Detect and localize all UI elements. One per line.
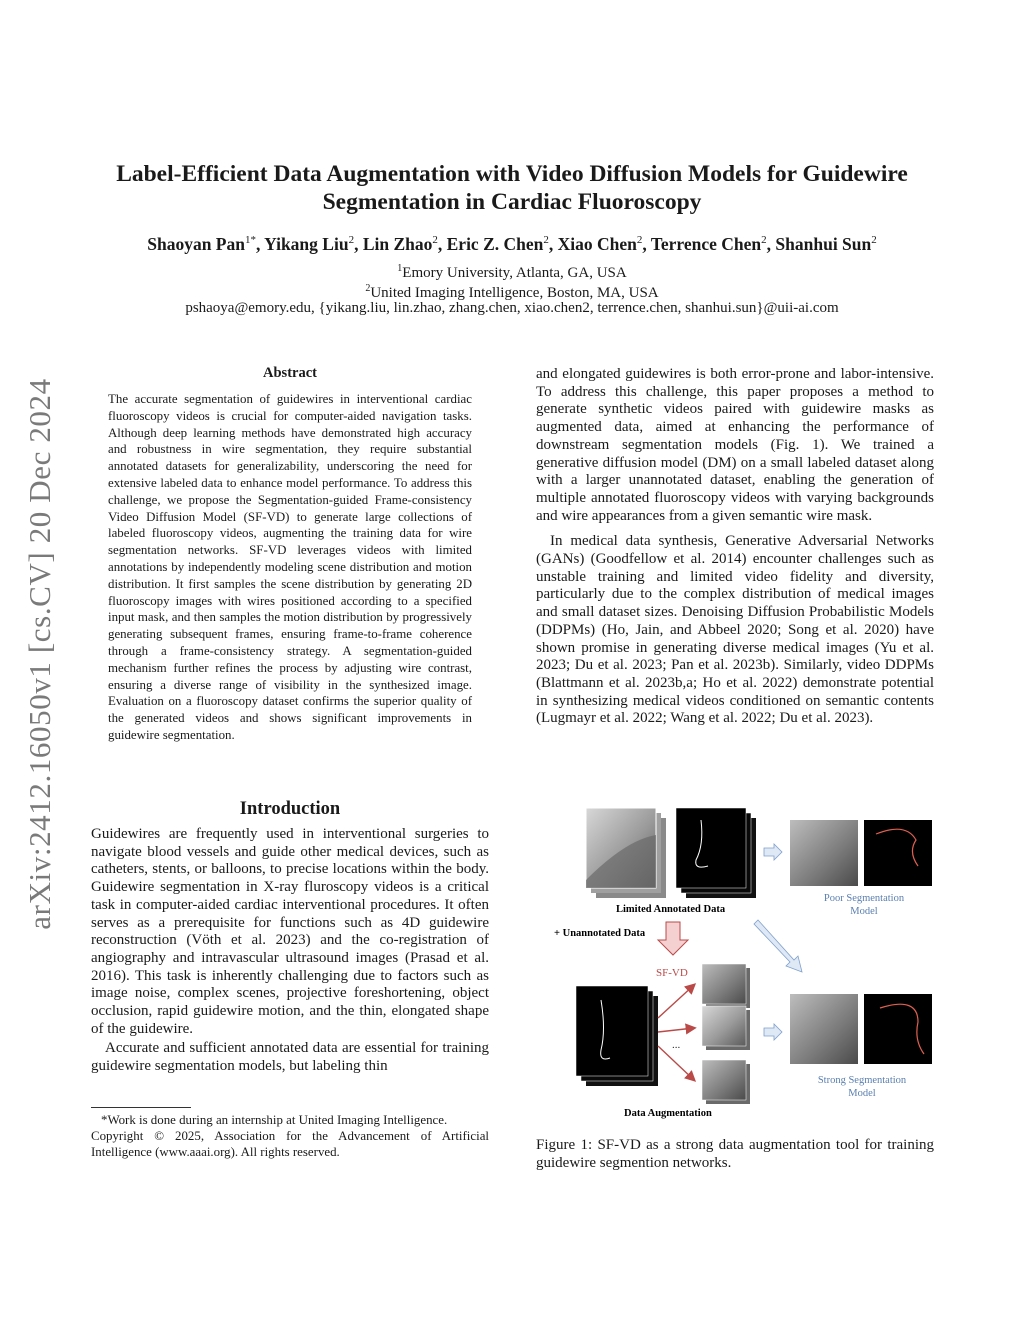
- poor-model-label: Poor Segmentation: [823, 893, 905, 904]
- poor-xray-output: [790, 820, 858, 886]
- affiliation-1: $^1$Emory University, Atlanta, GA, USA: [397, 263, 627, 281]
- copyright-notice: Copyright © 2025, Association for the Advancement of Artificial Intelligence (www.aaai.org). All rights reserved.: [91, 1129, 489, 1159]
- author-affiliation-mark: 2: [761, 234, 767, 247]
- author-name: Shaoyan Pan: [147, 234, 245, 254]
- introduction-body: [91, 826, 489, 1076]
- right-arrow-icon: [764, 844, 782, 860]
- strong-xray-output: [790, 994, 858, 1064]
- strong-model-label-2: Model: [848, 1088, 876, 1099]
- intro-paragraph-1: Guidewires are frequently used in interventional surgeries to navigate blood vessels and guide other medical devices, such as catheters, stents, or balloons, to precise locations within the body. Guidewire segmentation in X-ray fluroscopy videos is a critical task in computer-aided cardiac interventional procedures. It often serves as a prerequisite for functions such as 4D guidewire reconstruction (Vöth et al. 2023) and the co-registration of angiography and intravascular ultrasound images (Prasad et al. 2016). This task is inherently challenging due to factors such as image noise, complex scenes, projective foreshortening, object occlusion, rapid guidewire motion, and the thin, elongated shape of the guidewire.: [91, 826, 489, 1037]
- author-name: Shanhui Sun: [775, 234, 872, 254]
- limited-annotated-label: Limited Annotated Data: [616, 904, 726, 915]
- author-name: Yikang Liu: [264, 234, 349, 254]
- author-name: Eric Z. Chen: [446, 234, 544, 254]
- right-arrow-icon-2: [764, 1024, 782, 1040]
- author-separator: ,: [766, 234, 776, 254]
- author-affiliation-mark: 1*: [244, 234, 256, 247]
- author-affiliation-mark: 2: [871, 234, 877, 247]
- limited-xray-stack: [586, 808, 666, 898]
- author-separator: ,: [548, 234, 558, 254]
- right-column-text: [536, 366, 934, 728]
- author-affiliation-mark: 2: [432, 234, 438, 247]
- limited-mask-stack: [676, 808, 756, 898]
- author-name: Terrence Chen: [650, 234, 762, 254]
- author-affiliation-mark: 2: [636, 234, 643, 247]
- author-separator: ,: [437, 234, 447, 254]
- arxiv-identifier: arXiv:2412.16050v1 [cs.CV] 20 Dec 2024: [22, 378, 57, 930]
- author-separator: ,: [642, 234, 651, 254]
- footnote-internship: *Work is done during an internship at United Imaging Intelligence.: [101, 1113, 448, 1127]
- author-name: Xiao Chen: [557, 234, 637, 254]
- title-line-2: Segmentation in Cardiac Fluoroscopy: [322, 189, 702, 215]
- poor-model-label-2: Model: [850, 906, 878, 917]
- author-affiliation-mark: 2: [543, 234, 549, 247]
- affiliation-2: $^2$United Imaging Intelligence, Boston, MA, USA: [365, 283, 659, 301]
- title-line-1: Label-Efficient Data Augmentation with Video Diffusion Models for Guidewire: [116, 161, 908, 187]
- footnotes: [91, 1112, 489, 1160]
- introduction-heading: Introduction: [239, 799, 341, 819]
- right-paragraph-1: and elongated guidewires is both error-prone and labor-intensive. To address this challenge, this paper proposes a method to generate synthetic videos paired with guidewire masks as augmented data, aimed at enhancing the performance of downstream segmentation models (Fig. 1). We trained a generative diffusion model (DM) on a small labeled dataset along with a larger unannotated dataset, enabling the generation of multiple annotated fluoroscopy videos with varying backgrounds and wire appearances from a given semantic wire mask.: [536, 366, 934, 524]
- down-arrow-icon: [658, 922, 688, 955]
- abstract-heading: Abstract: [263, 365, 317, 381]
- unannotated-label: + Unannotated Data: [554, 928, 646, 939]
- author-name: Lin Zhao: [362, 234, 433, 254]
- right-paragraph-2: In medical data synthesis, Generative Adversarial Networks (GANs) (Goodfellow et al. 2014) encounter challenges such as unstable training and limited video fidelity and diversity, particularly due to the complex distribution of medical images and small dataset sizes. Denoising Diffusion Probabilistic Models (DDPMs) (Ho, Jain, and Abbeel 2020; Song et al. 2020) have shown promise in generating diverse medical images (Yu et al. 2023; Du et al. 2023; Pan et al. 2023b). Similarly, video DDPMs (Blattmann et al. 2023b,a; Ho et al. 2022) demonstrate potential in synthesizing medical videos conditioned on semantic contents (Lugmayr et al. 2022; Wang et al. 2022; Du et al. 2023).: [536, 533, 934, 727]
- diagonal-arrow-icon: [754, 920, 802, 972]
- figure-caption: Figure 1: SF-VD as a strong data augmentation tool for training guidewire segmention networks.: [536, 1137, 934, 1171]
- figure-1-diagram: [546, 800, 946, 1130]
- ellipsis-label: ...: [672, 1039, 681, 1051]
- intro-paragraph-2: Accurate and sufficient annotated data are essential for training guidewire segmentation models, but labeling thin: [91, 1040, 489, 1075]
- poor-mask-output: [864, 820, 932, 886]
- author-separator: ,: [354, 234, 363, 254]
- author-separator: ,: [255, 234, 265, 254]
- input-mask-stack: [576, 986, 658, 1086]
- footnote-divider: [91, 1107, 191, 1108]
- sfvd-label: SF-VD: [656, 967, 688, 979]
- author-list: [40, 234, 984, 255]
- data-augmentation-label: Data Augmentation: [624, 1108, 712, 1119]
- paper-title: [60, 160, 964, 216]
- strong-model-label: Strong Segmentation: [817, 1075, 907, 1086]
- author-affiliation-mark: 2: [348, 234, 355, 247]
- generated-video-stacks: [702, 964, 750, 1104]
- author-emails: pshaoya@emory.edu, {yikang.liu, lin.zhao, zhang.chen, xiao.chen2, terrence.chen, shanhui.sun}@uii-ai.com: [185, 300, 839, 316]
- abstract-text: The accurate segmentation of guidewires in interventional cardiac fluoroscopy videos is crucial for computer-aided navigation tasks. Although deep learning methods have demonstrated high accuracy and robustness in wire segmentation, they require substantial annotated datasets for generalizability, underscoring the need for extensive labeled data to enhance model performance. To address this challenge, we propose the Segmentation-guided Frame-consistency Video Diffusion Model (SF-VD) to generate large collections of labeled fluoroscopy videos, augmenting the training data for wire segmentation networks. SF-VD leverages videos with limited annotations by independently modeling scene distribution and motion distribution. It first samples the scene distribution by generating 2D fluoroscopy images with wires positioned according to a specified input mask, and then samples the motion distribution by progressively generating subsequent frames, ensuring frame-to-frame coherence through a frame-consistency strategy. A segmentation-guided mechanism further refines the process by adjusting wire contrast, ensuring a diverse range of visibility in the synthesized image. Evaluation on a fluoroscopy dataset confirms the superior quality of the generated videos and shows significant improvements in guidewire segmentation.: [108, 392, 472, 742]
